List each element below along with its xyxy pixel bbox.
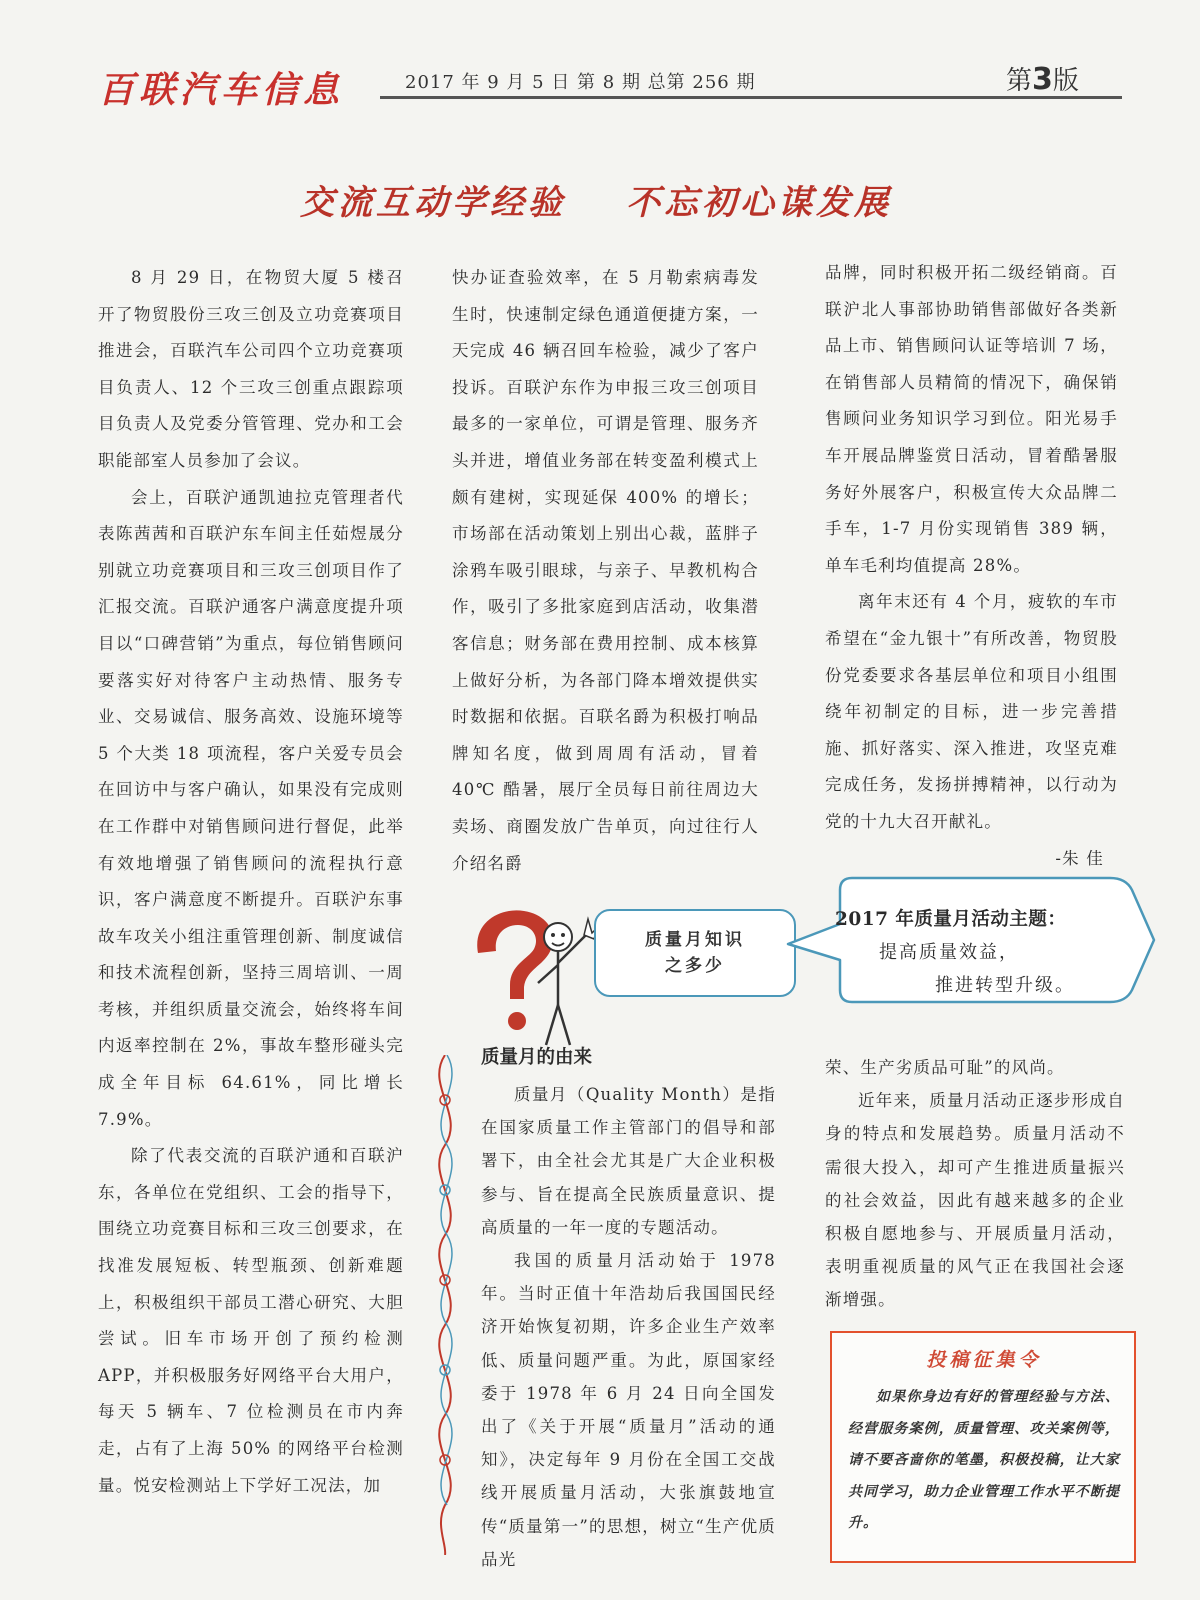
quality-knowledge-bubble: 质量月知识 之多少 [594,909,796,997]
quality-column-2 [825,1051,1125,1317]
quality-paragraph: 质量月（Quality Month）是指在国家质量工作主管部门的倡导和部署下，由全社会尤其是广大企业积极参与、旨在提高全民族质量意识、提高质量的一年一度的专题活动。 [481,1085,776,1237]
issue-info: 2017 年 9 月 5 日 第 8 期 总第 256 期 [405,72,756,93]
call-for-papers-body: 如果你身边有好的管理经验与方法、经营服务案例，质量管理、攻关案例等，请不要吝啬你的笔墨，积极投稿，让大家共同学习，助力企业管理工作水平不断提升。 [848,1389,1120,1531]
quality-column-1 [481,1078,776,1576]
headline-part-2: 不忘初心谋发展 [626,183,892,223]
article-paragraph: 除了代表交流的百联沪通和百联沪东，各单位在党组织、工会的指导下，围绕立功竞赛目标和三攻三创要求，在找准发展短板、转型瓶颈、创新难题上，积极组织干部员工潜心研究、大胆尝试。旧车市场开创了预约检测 APP，并积极服务好网络平台大用户，每天 5 辆车、7 位检测员在市内奔走，占有了上海 50% 的网络平台检测量。悦安检测站上下学好工况法，加 [98,1146,404,1495]
decorative-vine [425,1055,465,1555]
theme-title: 2017 年质量月活动主题： [835,909,1067,930]
author-signature: -朱 佳 [1055,848,1104,868]
headline-part-1: 交流互动学经验 [300,183,566,223]
quality-paragraph: 我国的质量月活动始于 1978 年。当时正值十年浩劫后我国国民经济开始恢复初期，许多企业生产效率低、质量问题严重。为此，原国家经委于 1978 年 6 月 24 日向全国发出了《关于开展“质量月”活动的通知》，决定每年 9 月份在全国工交战线开展质量月活动，大张旗鼓地宣传“质量第一”的思想，树立“生产优质品光 [481,1251,776,1569]
masthead: 百联汽车信息 [98,70,345,111]
article-paragraph: 品牌，同时积极开拓二级经销商。百联沪北人事部协助销售部做好各类新品上市、销售顾问认证等培训 7 场，在销售部人员精简的情况下，确保销售顾问业务知识学习到位。阳光易手车开展品牌鉴赏日活动，冒着酷暑服务好外展客户，积极宣传大众品牌二手车，1-7 月份实现销售 389 辆，单车毛利均值提高 28%。 [825,263,1118,575]
article-column-3 [825,255,1118,877]
article-column-1 [98,260,404,1504]
header-rule [380,96,1122,99]
call-for-papers-title: 投稿征集令 [926,1349,1042,1371]
sub-heading: 质量月的由来 [481,1047,593,1068]
theme-line-2: 推进转型升级。 [935,975,1075,996]
headline [300,175,950,224]
article-paragraph: 快办证查验效率，在 5 月勒索病毒发生时，快速制定绿色通道便捷方案，一天完成 46 辆召回车检验，减少了客户投诉。百联沪东作为申报三攻三创项目最多的一家单位，可谓是管理、服务齐头并进，增值业务部在转变盈利模式上颇有建树，实现延保 400% 的增长；市场部在活动策划上别出心裁，蓝胖子涂鸦车吸引眼球，与亲子、早教机构合作，吸引了多批家庭到店活动，收集潜客信息；财务部在费用控制、成本核算上做好分析，为各部门降本增效提供实时数据和依据。百联名爵为积极打响品牌知名度，做到周周有活动，冒着 40℃ 酷暑，展厅全员每日前往周边大卖场、商圈发放广告单页，向过往行人介绍名爵 [452,268,759,873]
quality-paragraph: 荣、生产劣质品可耻”的风尚。 [825,1058,1065,1077]
page-number [1006,60,1079,97]
article-paragraph: 8 月 29 日，在物贸大厦 5 楼召开了物贸股份三攻三创及立功竞赛项目推进会，百联汽车公司四个立功竞赛项目负责人、12 个三攻三创重点跟踪项目负责人及党委分管管理、党办和工会职能部室人员参加了会议。 [98,268,404,470]
quality-theme [835,903,1125,1002]
call-for-papers-box [830,1331,1136,1563]
theme-line-1: 提高质量效益， [879,942,1019,963]
article-column-2 [452,260,759,882]
page-number-prefix: 第 [1006,66,1033,96]
quality-paragraph: 近年来，质量月活动正逐步形成自身的特点和发展趋势。质量月活动不需很大投入，却可产生推进质量振兴的社会效益，因此有越来越多的企业积极自愿地参与、开展质量月活动，表明重视质量的风气正在我国社会逐渐增强。 [825,1091,1125,1310]
page-number-value: 3 [1032,62,1053,97]
question-mark-figure-illustration [466,905,606,1055]
page-number-suffix: 版 [1052,66,1079,96]
article-paragraph: 会上，百联沪通凯迪拉克管理者代表陈茜茜和百联沪东车间主任茹煜晟分别就立功竞赛项目和三攻三创项目作了汇报交流。百联沪通客户满意度提升项目以“口碑营销”为重点，每位销售顾问要落实好对待客户主动热情、服务专业、交易诚信、服务高效、设施环境等 5 个大类 18 项流程，客户关爱专员会在回访中与客户确认，如果没有完成则在工作群中对销售顾问进行督促，此举有效地增强了销售顾问的流程执行意识，客户满意度不断提升。百联沪东事故车攻关小组注重管理创新、制度诚信和技术流程创新，坚持三周培训、一周考核，并组织质量交流会，始终将车间内返率控制在 2%，事故车整形碰头完成全年目标 64.61%，同比增长 7.9%。 [98,487,404,1129]
article-paragraph: 离年末还有 4 个月，疲软的车市希望在“金九银十”有所改善，物贸股份党委要求各基层单位和项目小组围绕年初制定的目标，进一步完善措施、抓好落实、深入推进，攻坚克难完成任务，发扬拼搏精神，以行动为党的十九大召开献礼。 [825,592,1118,831]
